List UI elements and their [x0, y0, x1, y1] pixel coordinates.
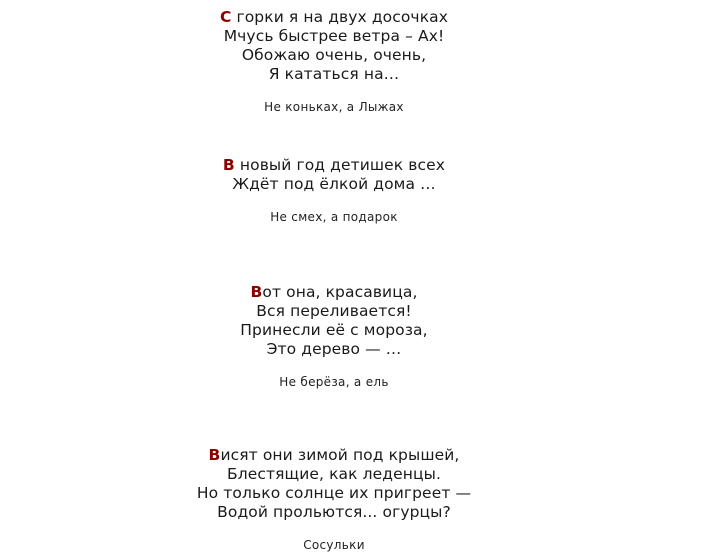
riddle-3-line-4: Это дерево — …: [266, 340, 402, 358]
riddle-3-line-2: Вся переливается!: [256, 302, 412, 320]
line-text: новый год детишек всех: [234, 156, 446, 174]
riddle-4-line-2: Блестящие, как леденцы.: [226, 465, 441, 483]
riddle-1-line-1: [0, 8, 668, 27]
riddle-1-line-3: Обожаю очень, очень,: [241, 46, 427, 64]
riddle-4-line-3: Но только солнце их пригреет —: [196, 484, 472, 502]
line-text: от она, красавица,: [262, 283, 418, 301]
riddle-3-line-3: Принесли её с мороза,: [240, 321, 428, 339]
riddle-2: [0, 156, 668, 225]
riddle-2-line-2: Ждёт под ёлкой дома …: [232, 175, 436, 193]
riddle-2-line-1: [0, 156, 668, 175]
riddle-4-line-1: [0, 446, 668, 465]
riddle-3-line-1: [0, 283, 668, 302]
riddle-1-line-2: Мчусь быстрее ветра – Ах!: [223, 27, 445, 45]
drop-cap: В: [208, 446, 221, 464]
line-text: исят они зимой под крышей,: [220, 446, 460, 464]
drop-cap: В: [222, 156, 235, 174]
riddle-1-answer: Не коньках, а Лыжах: [264, 100, 404, 114]
riddle-2-answer: Не смех, а подарок: [270, 210, 398, 224]
riddle-3-answer: Не берёза, а ель: [279, 375, 389, 389]
drop-cap: В: [250, 283, 263, 301]
riddle-4-line-4: Водой прольются... огурцы?: [217, 503, 451, 521]
riddle-1-line-4: Я кататься на…: [268, 65, 400, 83]
line-text: горки я на двух досочках: [231, 8, 449, 26]
riddle-4: [0, 446, 668, 553]
riddle-4-answer: Сосульки: [303, 538, 365, 552]
drop-cap: С: [219, 8, 232, 26]
riddle-1: [0, 8, 668, 115]
riddle-3: [0, 283, 668, 390]
